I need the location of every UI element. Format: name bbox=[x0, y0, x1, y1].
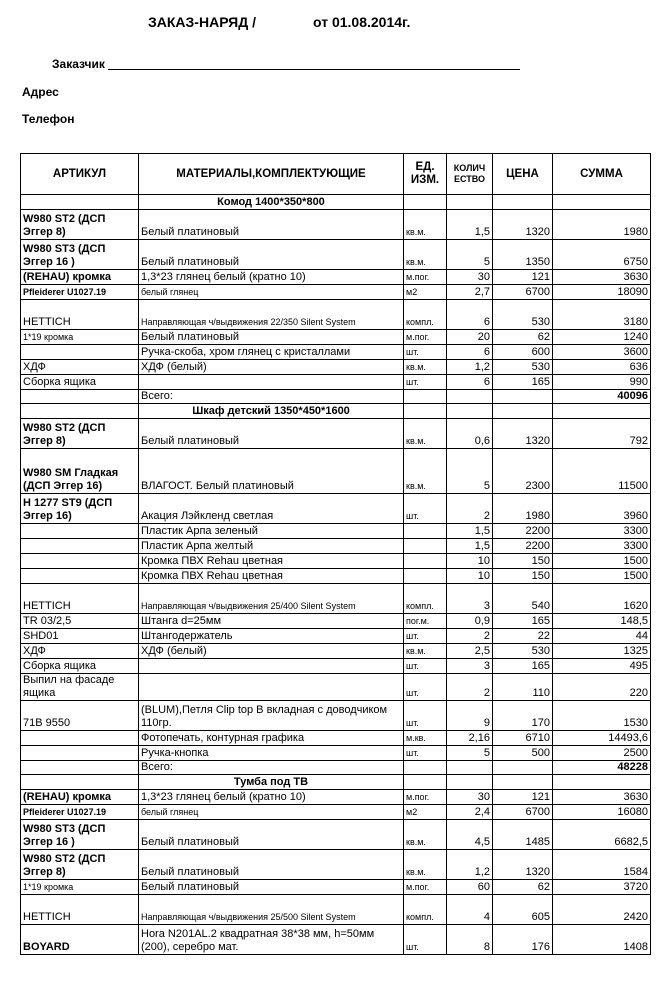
article-cell bbox=[21, 746, 139, 761]
quantity-cell: 10 bbox=[447, 569, 493, 584]
article-cell: ХДФ bbox=[21, 644, 139, 659]
material-cell: Ручка-скоба, хром глянец с кристаллами bbox=[139, 345, 404, 360]
price-cell: 1485 bbox=[493, 820, 553, 850]
quantity-cell: 3 bbox=[447, 659, 493, 674]
table-row bbox=[21, 701, 651, 731]
sum-cell: 3600 bbox=[553, 345, 651, 360]
col-article: АРТИКУЛ bbox=[21, 154, 139, 195]
quantity-cell: 8 bbox=[447, 925, 493, 955]
unit-cell: шт. bbox=[404, 629, 447, 644]
material-cell: Белый платиновый bbox=[139, 210, 404, 240]
quantity-cell: 60 bbox=[447, 880, 493, 895]
material-cell: Белый платиновый bbox=[139, 880, 404, 895]
unit-cell: шт. bbox=[404, 659, 447, 674]
col-price: ЦЕНА bbox=[493, 154, 553, 195]
sum-cell: 1500 bbox=[553, 554, 651, 569]
article-cell bbox=[21, 539, 139, 554]
material-cell: Шкаф детский 1350*450*1600 bbox=[139, 404, 404, 419]
table-row bbox=[21, 659, 651, 674]
quantity-cell: 1,5 bbox=[447, 539, 493, 554]
material-cell: Тумба под ТВ bbox=[139, 775, 404, 790]
unit-cell bbox=[404, 775, 447, 790]
material-cell: Направляющая ч/выдвижения 25/500 Silent System bbox=[139, 895, 404, 925]
material-cell: Пластик Арпа желтый bbox=[139, 539, 404, 554]
quantity-cell: 2,5 bbox=[447, 644, 493, 659]
price-cell: 170 bbox=[493, 701, 553, 731]
sum-cell: 3630 bbox=[553, 270, 651, 285]
customer-label: Заказчик bbox=[52, 57, 105, 71]
price-cell: 1320 bbox=[493, 210, 553, 240]
quantity-cell: 4 bbox=[447, 895, 493, 925]
unit-cell bbox=[404, 761, 447, 775]
unit-cell: пог.м. bbox=[404, 614, 447, 629]
material-cell: Белый платиновый bbox=[139, 850, 404, 880]
table-row bbox=[21, 644, 651, 659]
customer-field[interactable] bbox=[108, 56, 520, 70]
material-cell: ХДФ (белый) bbox=[139, 360, 404, 375]
material-cell: Кромка ПВХ Rehau цветная bbox=[139, 554, 404, 569]
table-row bbox=[21, 330, 651, 345]
unit-cell: м.пог. bbox=[404, 330, 447, 345]
col-quantity: КОЛИЧ ЕСТВО bbox=[447, 154, 493, 195]
sum-cell: 220 bbox=[553, 674, 651, 701]
price-cell: 500 bbox=[493, 746, 553, 761]
price-cell: 110 bbox=[493, 674, 553, 701]
table-row bbox=[21, 285, 651, 300]
article-cell bbox=[21, 390, 139, 404]
sum-cell: 3180 bbox=[553, 300, 651, 330]
quantity-cell: 2 bbox=[447, 494, 493, 524]
price-cell: 62 bbox=[493, 330, 553, 345]
table-row bbox=[21, 731, 651, 746]
article-cell bbox=[21, 524, 139, 539]
material-cell: Фотопечать, контурная графика bbox=[139, 731, 404, 746]
sum-cell: 1620 bbox=[553, 584, 651, 614]
quantity-cell: 3 bbox=[447, 584, 493, 614]
price-cell: 530 bbox=[493, 644, 553, 659]
price-cell: 2200 bbox=[493, 539, 553, 554]
quantity-cell: 1,5 bbox=[447, 210, 493, 240]
article-cell: HETTICH bbox=[21, 300, 139, 330]
unit-cell bbox=[404, 404, 447, 419]
unit-cell: м.пог. bbox=[404, 270, 447, 285]
col-materials: МАТЕРИАЛЫ,КОМПЛЕКТУЮЩИЕ bbox=[139, 154, 404, 195]
article-cell: HETTICH bbox=[21, 895, 139, 925]
price-cell: 540 bbox=[493, 584, 553, 614]
unit-cell bbox=[404, 569, 447, 584]
unit-cell: м.пог. bbox=[404, 880, 447, 895]
sum-cell: 1240 bbox=[553, 330, 651, 345]
material-cell: белый глянец bbox=[139, 805, 404, 820]
price-cell: 1320 bbox=[493, 850, 553, 880]
unit-cell: кв.м. bbox=[404, 644, 447, 659]
article-cell: W980 SM Гладкая (ДСП Эггер 16) bbox=[21, 449, 139, 494]
material-cell: Направляющая ч/выдвижения 25/400 Silent System bbox=[139, 584, 404, 614]
quantity-cell: 0,6 bbox=[447, 419, 493, 449]
price-cell: 600 bbox=[493, 345, 553, 360]
table-row bbox=[21, 300, 651, 330]
phone-label: Телефон bbox=[22, 112, 75, 126]
table-row bbox=[21, 524, 651, 539]
quantity-cell: 10 bbox=[447, 554, 493, 569]
article-cell: W980 ST3 (ДСП Эггер 16 ) bbox=[21, 240, 139, 270]
quantity-cell: 5 bbox=[447, 746, 493, 761]
material-cell: Штангодержатель bbox=[139, 629, 404, 644]
price-cell: 530 bbox=[493, 360, 553, 375]
article-cell bbox=[21, 404, 139, 419]
quantity-cell: 5 bbox=[447, 449, 493, 494]
material-cell: 1,3*23 глянец белый (кратно 10) bbox=[139, 270, 404, 285]
table-row bbox=[21, 880, 651, 895]
sum-cell: 1980 bbox=[553, 210, 651, 240]
article-cell: W980 ST2 (ДСП Эггер 8) bbox=[21, 419, 139, 449]
sum-cell: 636 bbox=[553, 360, 651, 375]
article-cell: BOYARD bbox=[21, 925, 139, 955]
article-cell: (REHAU) кромка bbox=[21, 270, 139, 285]
article-cell: 1*19 кромка bbox=[21, 880, 139, 895]
unit-cell: кв.м. bbox=[404, 449, 447, 494]
total-sum-cell: 48228 bbox=[553, 761, 651, 775]
article-cell: W980 ST3 (ДСП Эггер 16 ) bbox=[21, 820, 139, 850]
price-cell: 1350 bbox=[493, 240, 553, 270]
sum-cell: 3720 bbox=[553, 880, 651, 895]
article-cell bbox=[21, 761, 139, 775]
unit-cell: шт. bbox=[404, 494, 447, 524]
table-row bbox=[21, 629, 651, 644]
table-row bbox=[21, 925, 651, 955]
table-header-row bbox=[21, 154, 651, 195]
material-cell: белый глянец bbox=[139, 285, 404, 300]
material-cell: Акация Лэйкленд светлая bbox=[139, 494, 404, 524]
quantity-cell: 2,7 bbox=[447, 285, 493, 300]
unit-cell: шт. bbox=[404, 925, 447, 955]
section-row bbox=[21, 195, 651, 210]
table-row bbox=[21, 820, 651, 850]
quantity-cell: 30 bbox=[447, 270, 493, 285]
article-cell: W980 ST2 (ДСП Эггер 8) bbox=[21, 850, 139, 880]
address-label: Адрес bbox=[22, 85, 59, 99]
table-row bbox=[21, 375, 651, 390]
quantity-cell bbox=[447, 390, 493, 404]
article-cell: ХДФ bbox=[21, 360, 139, 375]
order-table bbox=[20, 153, 651, 955]
article-cell: W980 ST2 (ДСП Эггер 8) bbox=[21, 210, 139, 240]
article-cell: Сборка ящика bbox=[21, 375, 139, 390]
quantity-cell bbox=[447, 195, 493, 210]
article-cell bbox=[21, 345, 139, 360]
material-cell: Всего: bbox=[139, 390, 404, 404]
price-cell: 530 bbox=[493, 300, 553, 330]
quantity-cell bbox=[447, 775, 493, 790]
quantity-cell: 20 bbox=[447, 330, 493, 345]
unit-cell: м.кв. bbox=[404, 731, 447, 746]
quantity-cell: 1,2 bbox=[447, 850, 493, 880]
price-cell: 121 bbox=[493, 270, 553, 285]
quantity-cell: 2 bbox=[447, 674, 493, 701]
unit-cell: кв.м. bbox=[404, 419, 447, 449]
unit-cell: кв.м. bbox=[404, 360, 447, 375]
sum-cell bbox=[553, 195, 651, 210]
price-cell bbox=[493, 404, 553, 419]
sum-cell: 2420 bbox=[553, 895, 651, 925]
material-cell: Пластик Арпа зеленый bbox=[139, 524, 404, 539]
unit-cell: м2 bbox=[404, 805, 447, 820]
article-cell bbox=[21, 775, 139, 790]
sum-cell: 14493,6 bbox=[553, 731, 651, 746]
table-row bbox=[21, 614, 651, 629]
article-cell: Pfleiderer U1027.19 bbox=[21, 285, 139, 300]
unit-cell: шт. bbox=[404, 701, 447, 731]
quantity-cell bbox=[447, 761, 493, 775]
unit-cell bbox=[404, 390, 447, 404]
article-cell: 71B 9550 bbox=[21, 701, 139, 731]
sum-cell bbox=[553, 775, 651, 790]
sum-cell: 1584 bbox=[553, 850, 651, 880]
col-unit: ЕД. ИЗМ. bbox=[404, 154, 447, 195]
material-cell: Белый платиновый bbox=[139, 240, 404, 270]
sum-cell: 16080 bbox=[553, 805, 651, 820]
material-cell: Ручка-кнопка bbox=[139, 746, 404, 761]
order-date: от 01.08.2014г. bbox=[313, 14, 411, 30]
table-row bbox=[21, 270, 651, 285]
unit-cell: м2 bbox=[404, 285, 447, 300]
sum-cell: 3960 bbox=[553, 494, 651, 524]
material-cell: Всего: bbox=[139, 761, 404, 775]
table-row bbox=[21, 345, 651, 360]
table-row bbox=[21, 674, 651, 701]
price-cell: 605 bbox=[493, 895, 553, 925]
price-cell: 22 bbox=[493, 629, 553, 644]
sum-cell: 990 bbox=[553, 375, 651, 390]
article-cell bbox=[21, 731, 139, 746]
material-cell: Белый платиновый bbox=[139, 820, 404, 850]
material-cell: Направляющая ч/выдвижения 22/350 Silent System bbox=[139, 300, 404, 330]
sum-cell: 495 bbox=[553, 659, 651, 674]
quantity-cell: 4,5 bbox=[447, 820, 493, 850]
table-row bbox=[21, 805, 651, 820]
article-cell: Сборка ящика bbox=[21, 659, 139, 674]
sum-cell: 18090 bbox=[553, 285, 651, 300]
sum-cell: 11500 bbox=[553, 449, 651, 494]
quantity-cell: 0,9 bbox=[447, 614, 493, 629]
article-cell bbox=[21, 195, 139, 210]
sum-cell: 6750 bbox=[553, 240, 651, 270]
sum-cell: 44 bbox=[553, 629, 651, 644]
unit-cell: шт. bbox=[404, 674, 447, 701]
price-cell: 2300 bbox=[493, 449, 553, 494]
table-row bbox=[21, 554, 651, 569]
table-body bbox=[21, 195, 651, 955]
unit-cell bbox=[404, 195, 447, 210]
table-row bbox=[21, 569, 651, 584]
price-cell bbox=[493, 761, 553, 775]
article-cell: H 1277 ST9 (ДСП Эггер 16) bbox=[21, 494, 139, 524]
unit-cell bbox=[404, 539, 447, 554]
quantity-cell: 6 bbox=[447, 345, 493, 360]
material-cell: ВЛАГОСТ. Белый платиновый bbox=[139, 449, 404, 494]
unit-cell: кв.м. bbox=[404, 240, 447, 270]
unit-cell: компл. bbox=[404, 895, 447, 925]
article-cell: 1*19 кромка bbox=[21, 330, 139, 345]
table-row bbox=[21, 419, 651, 449]
price-cell: 2200 bbox=[493, 524, 553, 539]
sum-cell: 1408 bbox=[553, 925, 651, 955]
price-cell: 121 bbox=[493, 790, 553, 805]
price-cell: 6700 bbox=[493, 285, 553, 300]
material-cell: Hora N201AL.2 квадратная 38*38 мм, h=50мм (200), серебро мат. bbox=[139, 925, 404, 955]
sum-cell: 1530 bbox=[553, 701, 651, 731]
unit-cell bbox=[404, 554, 447, 569]
price-cell bbox=[493, 390, 553, 404]
price-cell: 1980 bbox=[493, 494, 553, 524]
material-cell bbox=[139, 375, 404, 390]
total-row bbox=[21, 761, 651, 775]
table-row bbox=[21, 539, 651, 554]
price-cell: 150 bbox=[493, 569, 553, 584]
quantity-cell: 5 bbox=[447, 240, 493, 270]
table-row bbox=[21, 746, 651, 761]
material-cell: (BLUM),Петля Clip top В вкладная с доводчиком 110гр. bbox=[139, 701, 404, 731]
section-row bbox=[21, 404, 651, 419]
price-cell: 165 bbox=[493, 614, 553, 629]
material-cell: Штанга d=25мм bbox=[139, 614, 404, 629]
quantity-cell: 2,16 bbox=[447, 731, 493, 746]
unit-cell: шт. bbox=[404, 375, 447, 390]
price-cell: 1320 bbox=[493, 419, 553, 449]
table-row bbox=[21, 850, 651, 880]
article-cell: TR 03/2,5 bbox=[21, 614, 139, 629]
material-cell: Комод 1400*350*800 bbox=[139, 195, 404, 210]
price-cell: 176 bbox=[493, 925, 553, 955]
table-row bbox=[21, 360, 651, 375]
sum-cell: 3300 bbox=[553, 524, 651, 539]
material-cell: 1,3*23 глянец белый (кратно 10) bbox=[139, 790, 404, 805]
material-cell: Кромка ПВХ Rehau цветная bbox=[139, 569, 404, 584]
price-cell bbox=[493, 195, 553, 210]
price-cell: 165 bbox=[493, 659, 553, 674]
table-row bbox=[21, 584, 651, 614]
unit-cell bbox=[404, 524, 447, 539]
table-row bbox=[21, 494, 651, 524]
quantity-cell: 6 bbox=[447, 375, 493, 390]
price-cell: 6710 bbox=[493, 731, 553, 746]
quantity-cell: 9 bbox=[447, 701, 493, 731]
sum-cell: 2500 bbox=[553, 746, 651, 761]
material-cell: Белый платиновый bbox=[139, 419, 404, 449]
unit-cell: шт. bbox=[404, 746, 447, 761]
material-cell: Белый платиновый bbox=[139, 330, 404, 345]
price-cell: 150 bbox=[493, 554, 553, 569]
sum-cell: 3630 bbox=[553, 790, 651, 805]
table-row bbox=[21, 210, 651, 240]
quantity-cell: 6 bbox=[447, 300, 493, 330]
quantity-cell: 2 bbox=[447, 629, 493, 644]
col-sum: СУММА bbox=[553, 154, 651, 195]
quantity-cell: 30 bbox=[447, 790, 493, 805]
unit-cell: м.пог. bbox=[404, 790, 447, 805]
unit-cell: компл. bbox=[404, 300, 447, 330]
material-cell bbox=[139, 674, 404, 701]
article-cell: (REHAU) кромка bbox=[21, 790, 139, 805]
total-sum-cell: 40096 bbox=[553, 390, 651, 404]
article-cell: Выпил на фасаде ящика bbox=[21, 674, 139, 701]
table-row bbox=[21, 790, 651, 805]
quantity-cell bbox=[447, 404, 493, 419]
quantity-cell: 1,2 bbox=[447, 360, 493, 375]
unit-cell: шт. bbox=[404, 345, 447, 360]
sum-cell: 3300 bbox=[553, 539, 651, 554]
article-cell: HETTICH bbox=[21, 584, 139, 614]
unit-cell: кв.м. bbox=[404, 210, 447, 240]
sum-cell: 792 bbox=[553, 419, 651, 449]
table-row bbox=[21, 240, 651, 270]
article-cell bbox=[21, 569, 139, 584]
material-cell: ХДФ (белый) bbox=[139, 644, 404, 659]
price-cell: 62 bbox=[493, 880, 553, 895]
quantity-cell: 2,4 bbox=[447, 805, 493, 820]
material-cell bbox=[139, 659, 404, 674]
price-cell: 165 bbox=[493, 375, 553, 390]
quantity-cell: 1,5 bbox=[447, 524, 493, 539]
sum-cell bbox=[553, 404, 651, 419]
section-row bbox=[21, 775, 651, 790]
table-row bbox=[21, 895, 651, 925]
unit-cell: компл. bbox=[404, 584, 447, 614]
price-cell bbox=[493, 775, 553, 790]
price-cell: 6700 bbox=[493, 805, 553, 820]
table-row bbox=[21, 449, 651, 494]
article-cell: Pfleiderer U1027.19 bbox=[21, 805, 139, 820]
sum-cell: 1500 bbox=[553, 569, 651, 584]
total-row bbox=[21, 390, 651, 404]
sum-cell: 6682,5 bbox=[553, 820, 651, 850]
unit-cell: кв.м. bbox=[404, 820, 447, 850]
article-cell bbox=[21, 554, 139, 569]
unit-cell: кв.м. bbox=[404, 850, 447, 880]
article-cell: SHD01 bbox=[21, 629, 139, 644]
sum-cell: 148,5 bbox=[553, 614, 651, 629]
sum-cell: 1325 bbox=[553, 644, 651, 659]
order-title-main: ЗАКАЗ-НАРЯД / bbox=[148, 14, 256, 30]
